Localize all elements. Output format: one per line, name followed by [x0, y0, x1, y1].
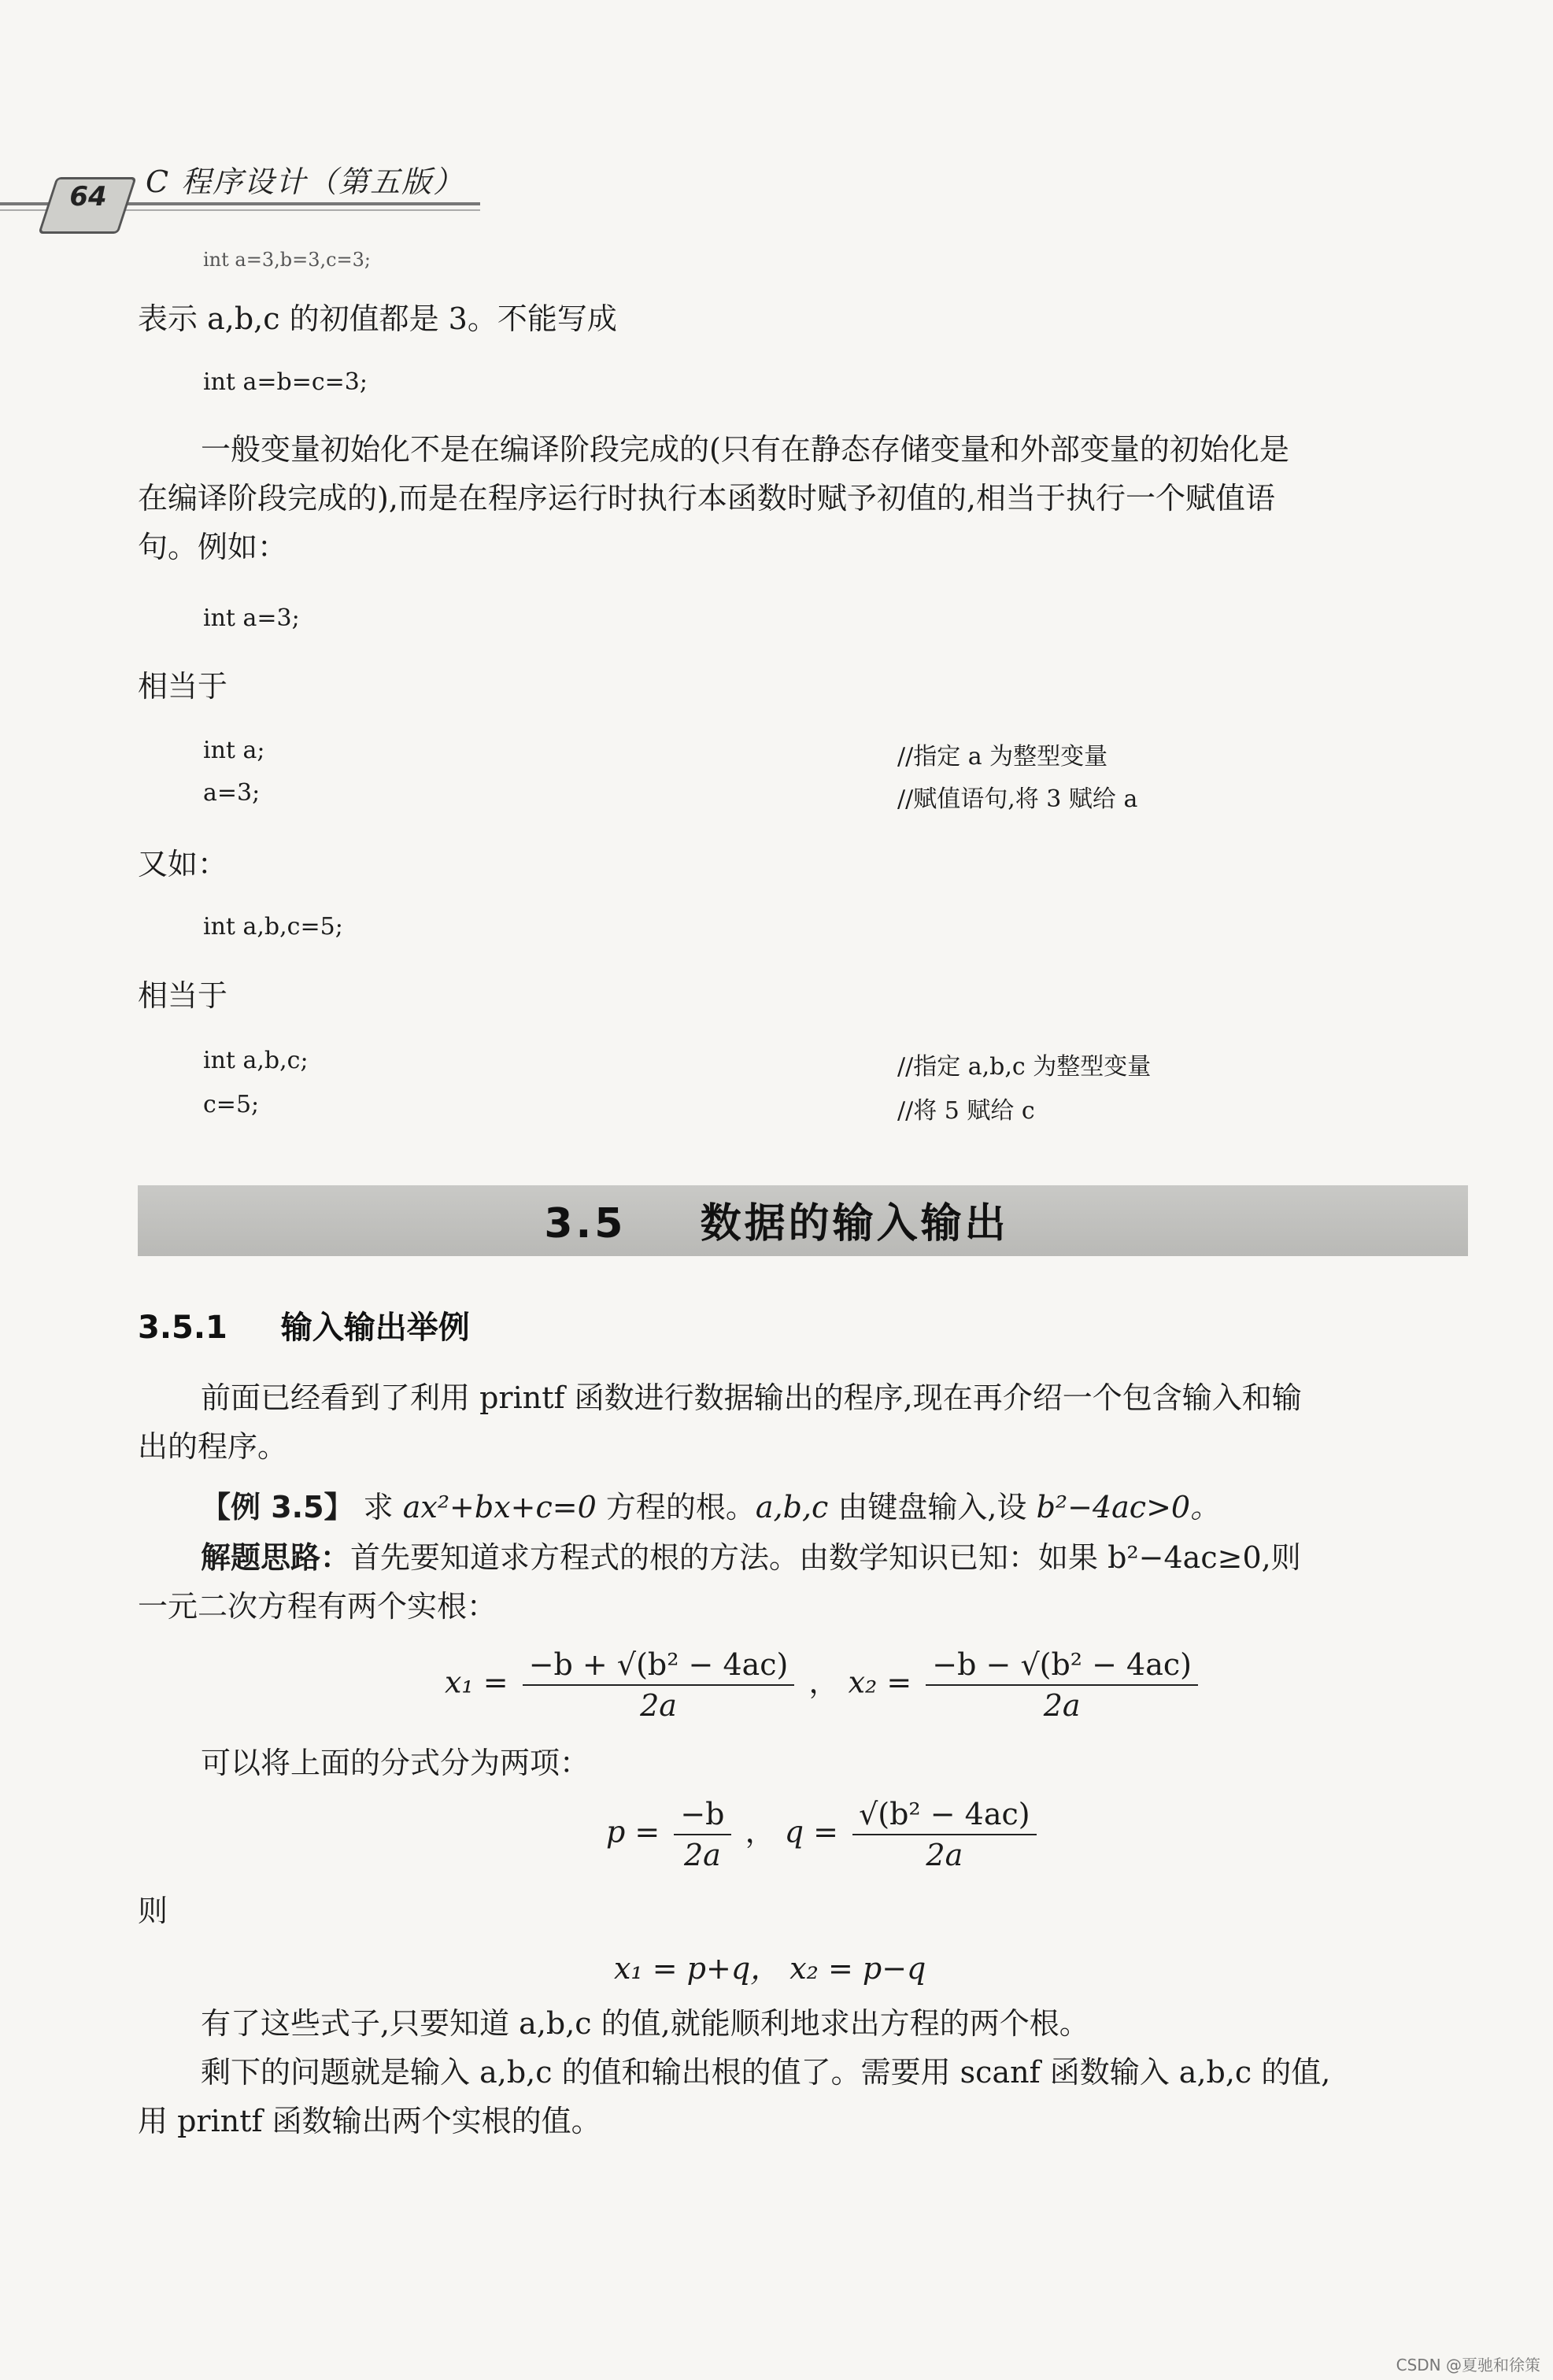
- q-denominator: 2a: [926, 1838, 963, 1872]
- example-text-c: 由键盘输入,设: [828, 1490, 1037, 1524]
- example-condition: b²−4ac>0。: [1036, 1490, 1221, 1524]
- init-para-line-2: 在编译阶段完成的),而是在程序运行时执行本函数时赋予初值的,相当于执行一个赋值语: [138, 481, 1275, 516]
- x2-fraction: [926, 1645, 1198, 1725]
- x2-numerator: −b − √(b² − 4ac): [926, 1645, 1198, 1686]
- code-comment-a1: //指定 a 为整型变量: [897, 743, 1108, 771]
- intro-line-2: 出的程序。: [138, 1429, 288, 1464]
- also-example-label: 又如：: [138, 847, 228, 881]
- init-paragraph: [138, 425, 1468, 571]
- example-label: 【例 3.5】: [201, 1490, 354, 1524]
- q-label: q =: [784, 1814, 838, 1850]
- code-comment-abc2: //将 5 赋给 c: [897, 1097, 1035, 1125]
- example-equation: ax²+bx+c=0: [402, 1490, 597, 1524]
- x1-fraction: [523, 1645, 795, 1725]
- x1-denominator: 2a: [640, 1688, 677, 1723]
- subsection-title: 输入输出举例: [280, 1310, 470, 1346]
- watermark: CSDN @夏驰和徐策: [1396, 2356, 1540, 2374]
- subsection-heading: [138, 1303, 470, 1347]
- p-label: p =: [606, 1814, 660, 1850]
- idea-label: 解题思路：: [201, 1540, 351, 1575]
- p-fraction: [674, 1794, 730, 1875]
- example-vars: a,b,c: [755, 1490, 829, 1524]
- init-para-line-1: 一般变量初始化不是在编译阶段完成的(只有在静态存储变量和外部变量的初始化是: [201, 432, 1289, 467]
- section-title: 数据的输入输出: [700, 1200, 1009, 1247]
- idea-line-2: 一元二次方程有两个实根：: [138, 1589, 497, 1624]
- x2-denominator: 2a: [1043, 1688, 1081, 1723]
- p-denominator: 2a: [684, 1838, 721, 1872]
- code-partial-line: int a=3,b=3,c=3;: [203, 249, 371, 271]
- root-formula: [445, 1645, 1203, 1725]
- split-text: 可以将上面的分式分为两项：: [201, 1746, 590, 1780]
- init-para-line-3: 句。例如：: [138, 530, 288, 564]
- q-numerator: √(b² − 4ac): [852, 1794, 1037, 1835]
- code-comment-a2: //赋值语句,将 3 赋给 a: [897, 785, 1138, 813]
- example-text-a: 求: [363, 1490, 403, 1524]
- p-numerator: −b: [674, 1794, 730, 1835]
- x2-label: x₂ =: [848, 1665, 912, 1700]
- idea-text-1: 首先要知道求方程式的根的方法。由数学知识已知：如果 b²−4ac≥0,则: [350, 1540, 1301, 1575]
- section-heading: [0, 1190, 1553, 1249]
- code-int-a3: int a=3;: [203, 604, 300, 632]
- idea-line-1: [138, 1533, 1468, 1582]
- page-number: 64: [69, 181, 107, 213]
- book-title: C 程序设计（第五版）: [146, 164, 465, 199]
- init-value-note: 表示 a,b,c 的初值都是 3。不能写成: [138, 301, 617, 336]
- after-line-2: 剩下的问题就是输入 a,b,c 的值和输出根的值了。需要用 scanf 函数输入 a,b,c 的值,: [201, 2055, 1331, 2090]
- idea-paragraph: [138, 1533, 1468, 1631]
- x1-numerator: −b + √(b² − 4ac): [523, 1645, 795, 1686]
- example-text-b: 方程的根。: [596, 1490, 756, 1524]
- code-decl-abc: int a,b,c;: [203, 1047, 309, 1074]
- code-decl-a: int a;: [203, 737, 265, 764]
- formula-separator: ，: [808, 1665, 839, 1700]
- x1-label: x₁ =: [445, 1665, 508, 1700]
- x-formula: x₁ = p+q， x₂ = p−q: [614, 1951, 926, 1986]
- pq-formula: [606, 1794, 1041, 1875]
- equivalent-label-1: 相当于: [138, 669, 228, 704]
- equivalent-label-2: 相当于: [138, 978, 228, 1013]
- code-assign-a: a=3;: [203, 779, 261, 807]
- intro-paragraph: [138, 1373, 1468, 1471]
- after-paragraph: [138, 1999, 1468, 2145]
- example-line: [201, 1484, 1220, 1531]
- pq-separator: ，: [745, 1814, 775, 1850]
- code-assign-c: c=5;: [203, 1091, 260, 1118]
- intro-line-1: 前面已经看到了利用 printf 函数进行数据输出的程序,现在再介绍一个包含输入和输: [201, 1380, 1302, 1415]
- code-no-chain: int a=b=c=3;: [203, 368, 368, 396]
- section-number: 3.5: [544, 1200, 627, 1247]
- code-comment-abc1: //指定 a,b,c 为整型变量: [897, 1053, 1152, 1081]
- subsection-number: 3.5.1: [138, 1310, 227, 1346]
- q-fraction: [852, 1794, 1037, 1875]
- after-line-1: 有了这些式子,只要知道 a,b,c 的值,就能顺利地求出方程的两个根。: [201, 2006, 1089, 2041]
- then-label: 则: [138, 1894, 168, 1928]
- after-line-3: 用 printf 函数输出两个实根的值。: [138, 2104, 601, 2138]
- code-int-abc5: int a,b,c=5;: [203, 913, 343, 941]
